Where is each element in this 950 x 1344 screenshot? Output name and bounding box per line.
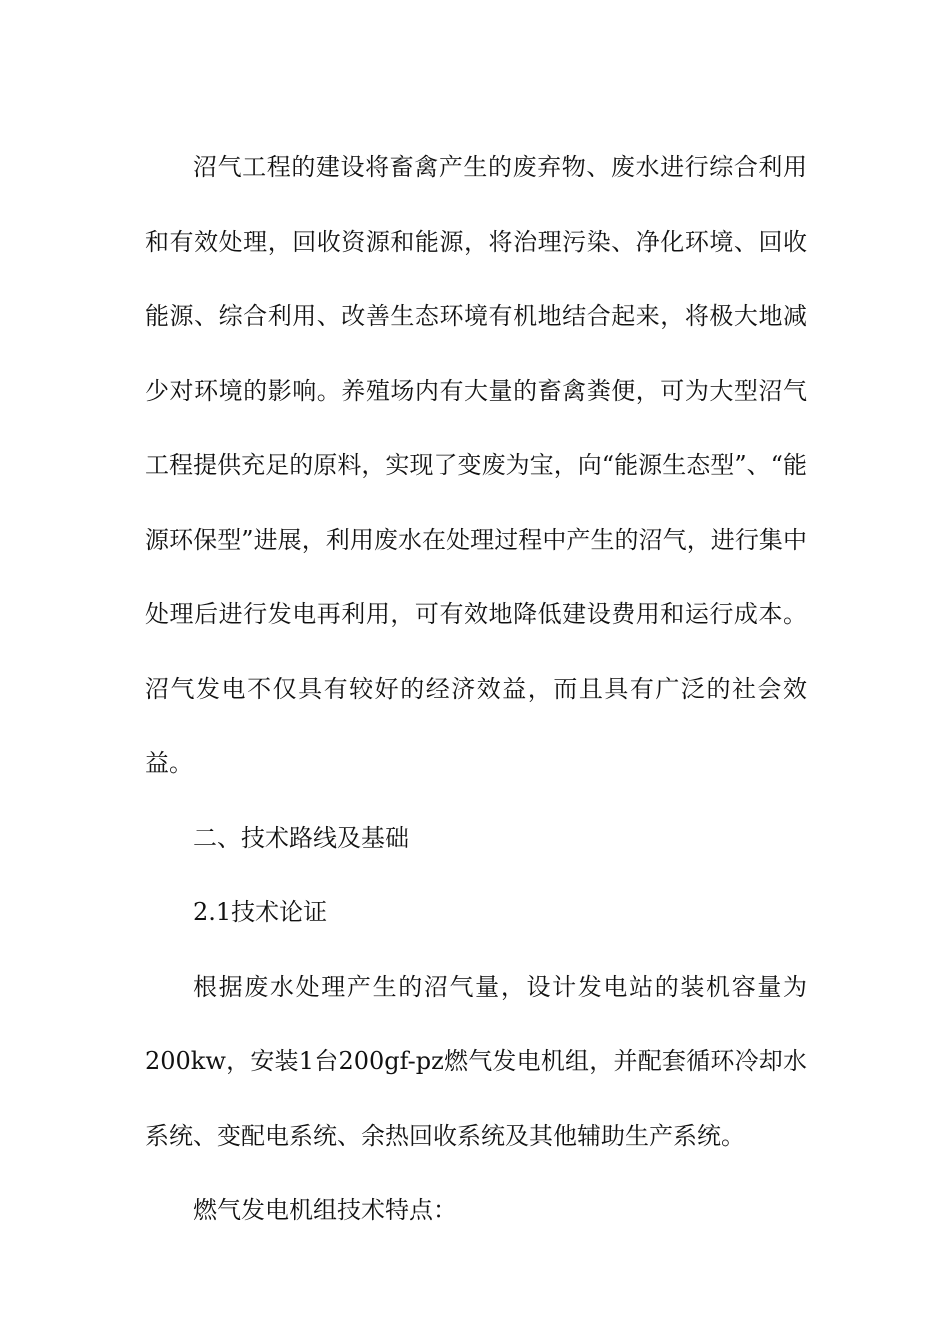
paragraph-capacity-design: 根据废水处理产生的沼气量，设计发电站的装机容量为200kw，安装1台200gf-pz燃气发电机组，并配套循环冷却水系统、变配电系统、余热回收系统及其他辅助生产系统。 [145,972,807,1150]
document-body [145,130,807,1248]
paragraph-generator-features: 燃气发电机组技术特点： [193,1196,457,1224]
paragraph-biogas-benefits: 沼气工程的建设将畜禽产生的废弃物、废水进行综合利用和有效处理，回收资源和能源，将治理污染、净化环境、回收能源、综合利用、改善生态环境有机地结合起来，将极大地减少对环境的影响。养殖场内有大量的畜禽粪便，可为大型沼气工程提供充足的原料，实现了变废为宝，向“能源生态型”、“能源环保型”进展，利用废水在处理过程中产生的沼气，进行集中处理后进行发电再利用，可有效地降低建设费用和运行成本。沼气发电不仅具有较好的经济效益，而且具有广泛的社会效益。 [145,153,807,777]
subsection-heading: 2.1技术论证 [193,898,328,926]
section-heading: 二、技术路线及基础 [193,823,409,852]
